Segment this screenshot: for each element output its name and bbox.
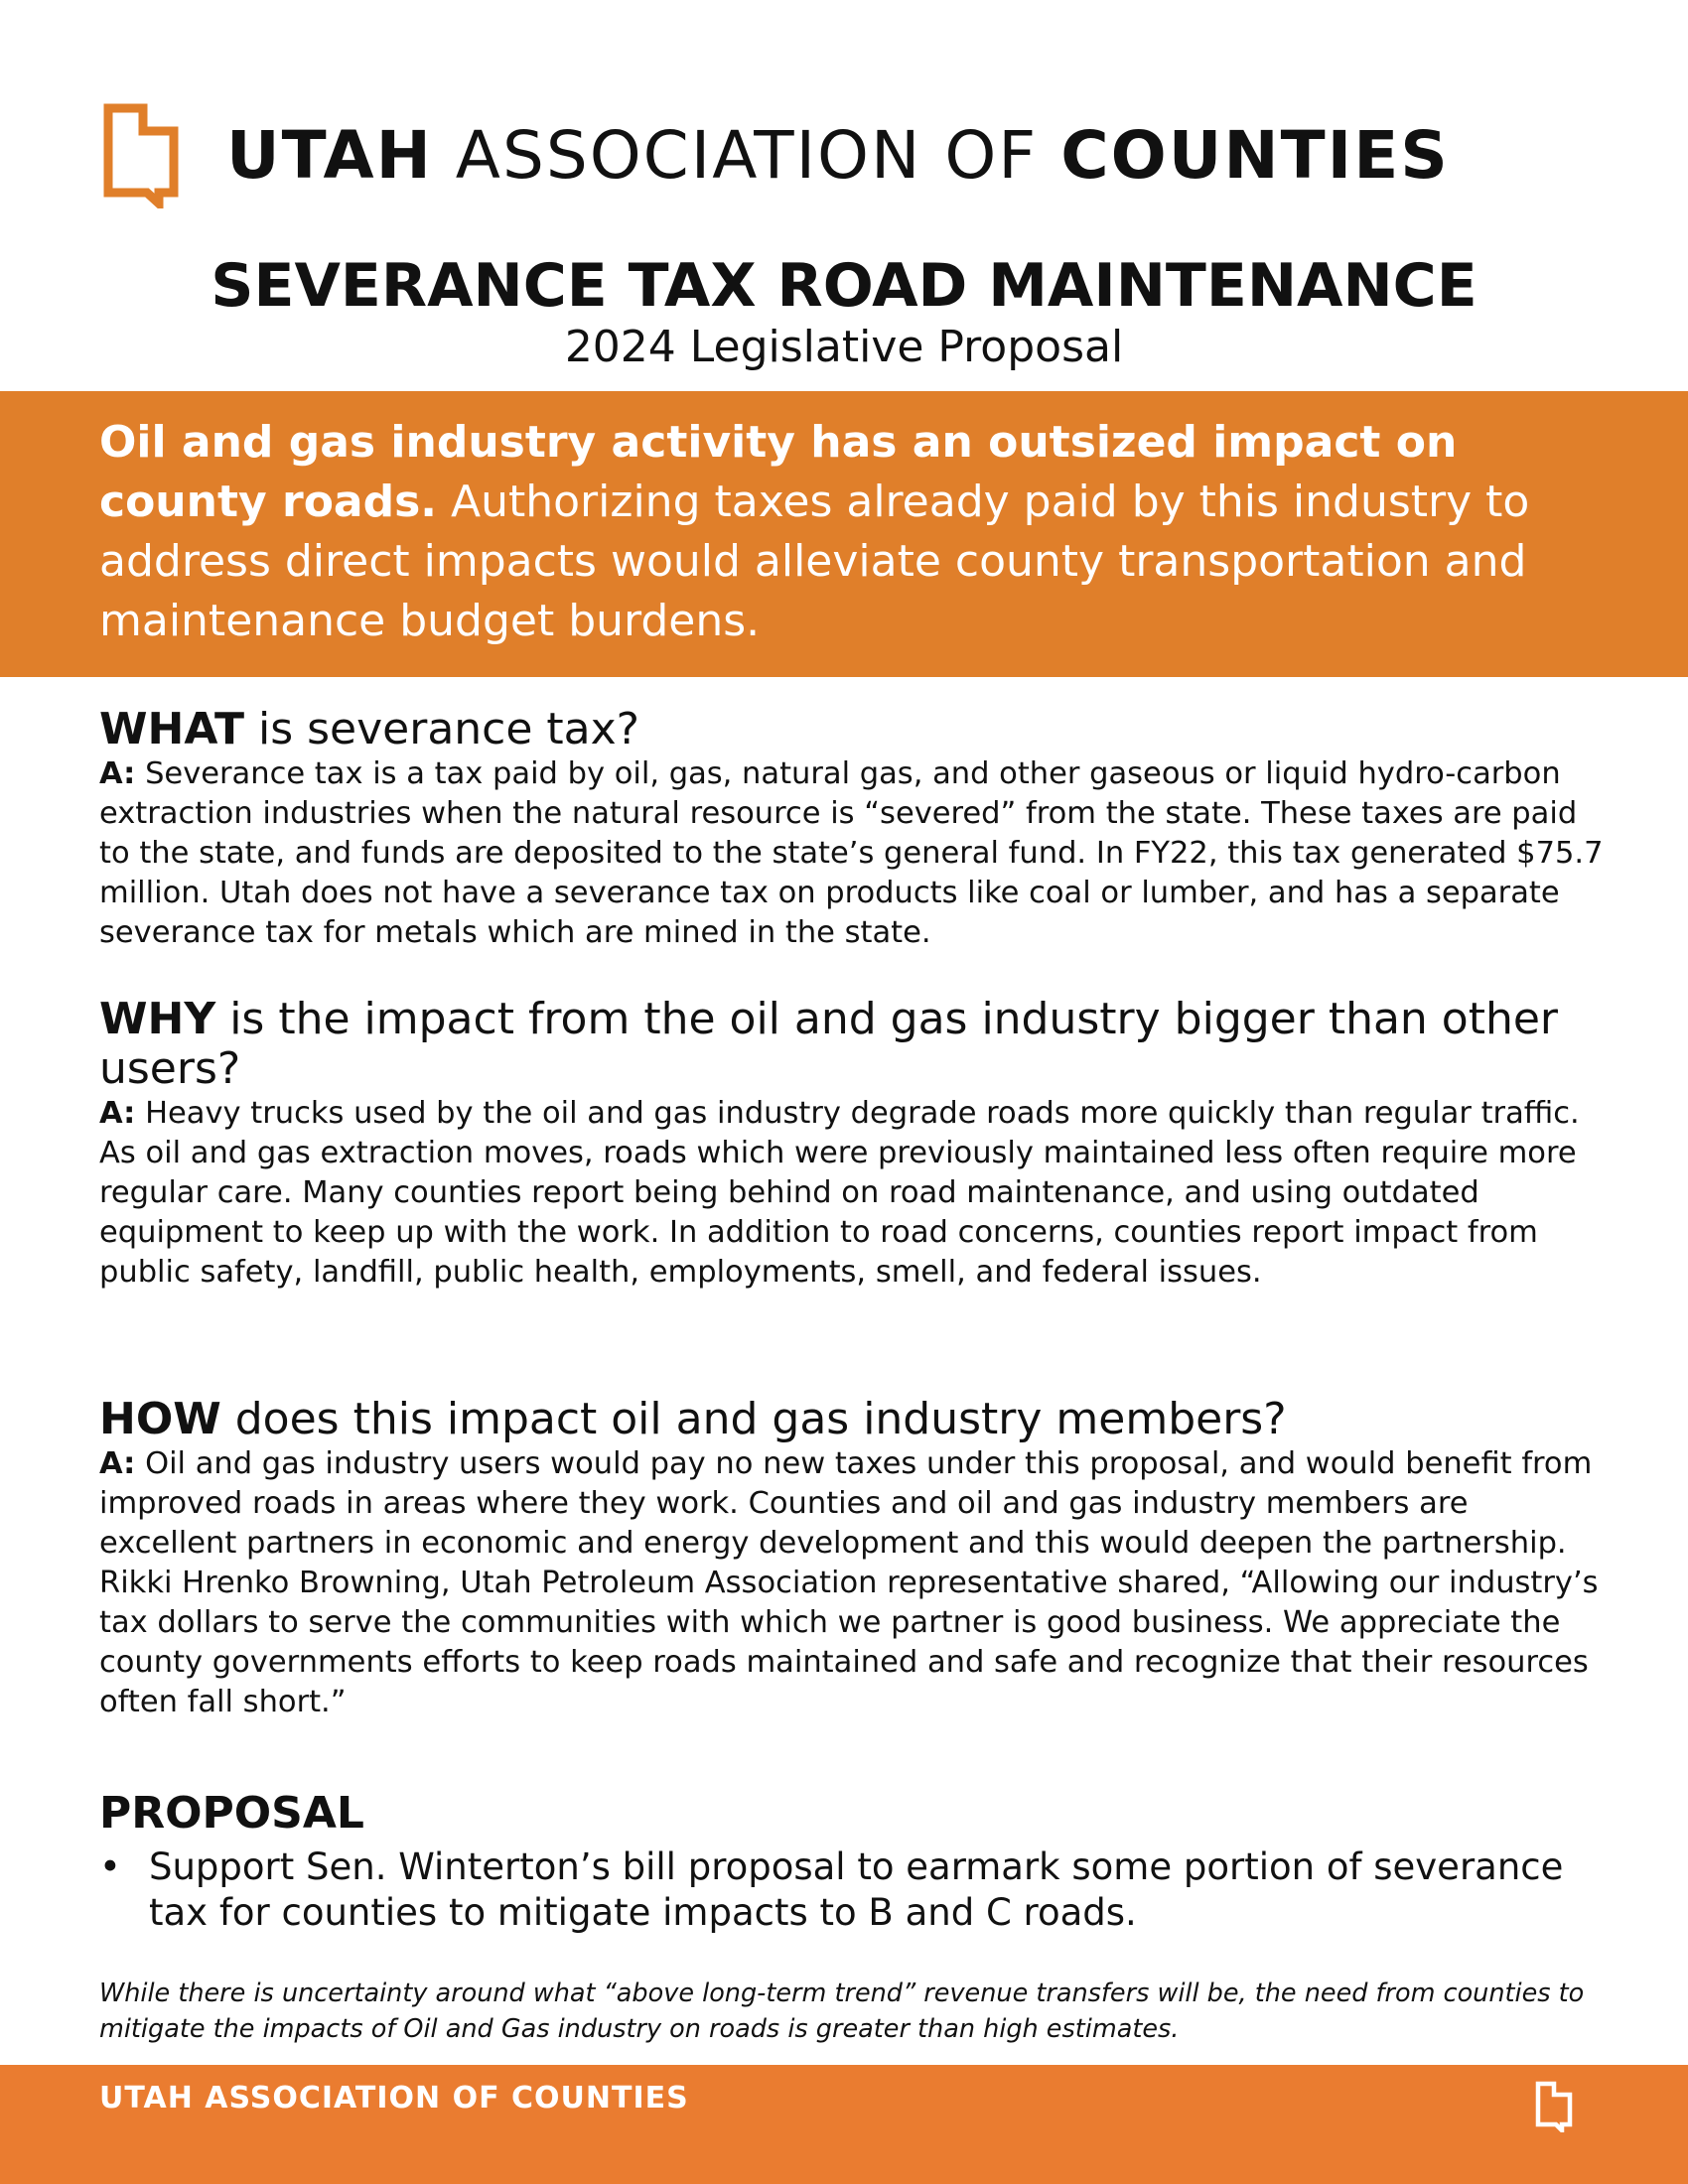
heading-text: is the impact from the oil and gas industry bigger than other users? [99, 994, 1559, 1094]
header-logo [103, 103, 1450, 208]
page-title: SEVERANCE TAX ROAD MAINTENANCE [211, 251, 1477, 321]
answer-text: Oil and gas industry users would pay no new taxes under this proposal, and would benefit from improved roads in areas where they work. Counties and oil and gas industry members are excellent partners in economic and energy development and this would deepen the partnership. Rikki Hrenko Browning, Utah Petroleum Association representative shared, “Allowing our industry’s tax dollars to serve the communities with which we partner is good business. We appreciate the county governments efforts to keep roads maintained and safe and recognize that their resources often fall short.” [99, 1446, 1599, 1719]
heading-text: does this impact oil and gas industry members? [220, 1394, 1287, 1444]
section-what [99, 705, 1609, 953]
answer-text: Heavy trucks used by the oil and gas industry degrade roads more quickly than regular traffic. As oil and gas extraction moves, roads which were previously maintained less often require more regular care. Many counties report being behind on road maintenance, and using outdated equipment to keep up with the work. In addition to road concerns, counties report impact from public safety, landfill, public health, employments, smell, and federal issues. [99, 1096, 1580, 1290]
heading-text: is severance tax? [244, 704, 640, 754]
utah-state-outline-icon [103, 103, 183, 208]
answer-label: A: [99, 1446, 136, 1481]
banner-lead: Oil and gas industry activity has an outsized impact on county roads. [99, 417, 1458, 527]
footer-org-name: UTAH ASSOCIATION OF COUNTIES [99, 2081, 689, 2116]
organization-name [226, 117, 1450, 194]
section-how [99, 1395, 1609, 1722]
footer-bar [0, 2065, 1688, 2184]
answer-label: A: [99, 756, 136, 791]
heading-keyword: HOW [99, 1394, 221, 1444]
org-name-utah: UTAH [226, 117, 433, 194]
page-subtitle: 2024 Legislative Proposal [564, 322, 1124, 372]
bullet-marker: • [99, 1845, 121, 1888]
proposal-item-text: Support Sen. Winterton’s bill proposal to earmark some portion of severance tax for counties to mitigate impacts to B and C roads. [149, 1845, 1564, 1934]
heading-keyword: WHY [99, 994, 216, 1044]
section-why [99, 995, 1609, 1293]
summary-banner [0, 391, 1688, 677]
banner-text [99, 413, 1609, 651]
section-what-heading [99, 705, 1609, 754]
org-name-association-of: ASSOCIATION OF [455, 117, 1039, 194]
answer-text: Severance tax is a tax paid by oil, gas, natural gas, and other gaseous or liquid hydro-carbon extraction industries when the natural resource is “severed” from the state. These taxes are paid to the state, and funds are deposited to the state’s general fund. In FY22, this tax generated $75.7 million. Utah does not have a severance tax on products like coal or lumber, and has a separate severance tax for metals which are mined in the state. [99, 756, 1604, 950]
list-item [99, 1844, 1609, 1936]
answer-label: A: [99, 1096, 136, 1131]
section-proposal-heading: PROPOSAL [99, 1788, 364, 1839]
section-how-heading [99, 1395, 1609, 1444]
footnote: While there is uncertainty around what “above long-term trend” revenue transfers will be, the need from counties to mitigate the impacts of Oil and Gas industry on roads is greater than high estimates. [99, 1979, 1585, 2044]
banner-body: Authorizing taxes already paid by this industry to address direct impacts would alleviate county transportation and maintenance budget burdens. [99, 477, 1530, 646]
org-name-counties: COUNTIES [1060, 117, 1450, 194]
section-how-answer [99, 1444, 1609, 1722]
heading-keyword: WHAT [99, 704, 245, 754]
section-why-heading [99, 995, 1609, 1094]
section-why-answer [99, 1094, 1609, 1293]
section-proposal [99, 1789, 1609, 1936]
utah-state-outline-icon [1535, 2081, 1573, 2132]
section-what-answer [99, 754, 1609, 953]
